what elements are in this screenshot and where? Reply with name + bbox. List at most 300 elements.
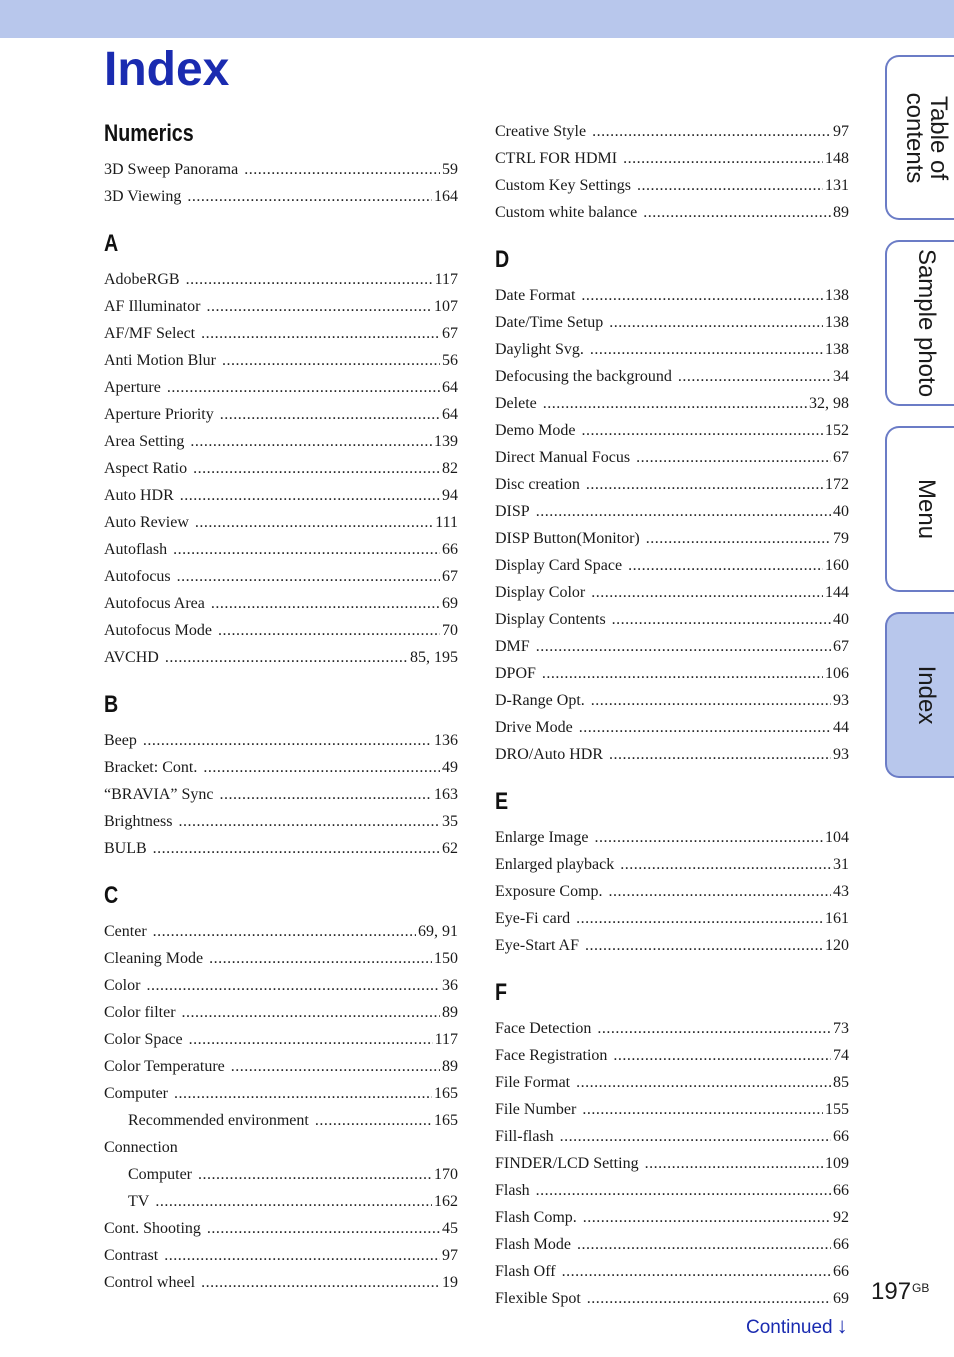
index-entry[interactable] <box>104 918 458 945</box>
dot-leader <box>177 563 440 590</box>
entry-label: D-Range Opt. <box>495 692 585 709</box>
dot-leader <box>591 687 831 714</box>
section-heading: C <box>104 882 119 909</box>
entry-page-ref[interactable]: 92 <box>833 1209 849 1226</box>
entry-label: DISP Button(Monitor) <box>495 530 640 547</box>
entry-page-ref[interactable]: 106 <box>825 665 849 682</box>
index-section <box>104 689 458 862</box>
index-entry[interactable] <box>495 199 849 226</box>
entry-page-ref[interactable]: 69, 91 <box>418 923 458 940</box>
index-entry[interactable] <box>104 509 458 536</box>
dot-leader <box>146 972 440 999</box>
entry-page-ref[interactable]: 66 <box>833 1263 849 1280</box>
dot-leader <box>542 660 823 687</box>
entry-label: CTRL FOR HDMI <box>495 150 618 167</box>
dot-leader <box>220 401 440 428</box>
entry-label: Cleaning Mode <box>104 950 204 967</box>
index-entry[interactable] <box>104 1161 458 1188</box>
entry-page-ref[interactable]: 40 <box>833 611 849 628</box>
index-entry[interactable] <box>104 1134 458 1161</box>
index-entry[interactable] <box>495 471 849 498</box>
index-entry[interactable] <box>104 590 458 617</box>
entry-page-ref[interactable]: 34 <box>833 368 849 385</box>
entry-page-ref[interactable]: 32, 98 <box>809 395 849 412</box>
tab-label: Menu <box>913 478 940 540</box>
entry-label: Face Registration <box>495 1047 608 1064</box>
index-entry[interactable] <box>495 390 849 417</box>
index-entry[interactable] <box>104 347 458 374</box>
entry-page-ref[interactable]: 74 <box>833 1047 849 1064</box>
dot-leader <box>586 471 823 498</box>
index-entry[interactable] <box>104 482 458 509</box>
dot-leader <box>543 390 807 417</box>
entry-label: 3D Viewing <box>104 188 182 205</box>
index-entry[interactable] <box>104 183 458 210</box>
tab-sample-photo[interactable] <box>885 240 954 406</box>
dot-leader <box>201 1269 440 1296</box>
entry-label: Exposure Comp. <box>495 883 603 900</box>
index-section <box>104 118 458 210</box>
entry-page-ref[interactable]: 161 <box>825 910 849 927</box>
index-entry[interactable] <box>104 1188 458 1215</box>
index-entry[interactable] <box>495 417 849 444</box>
tab-table-of-contents[interactable] <box>885 55 954 220</box>
dot-leader <box>636 444 831 471</box>
entry-page-ref[interactable]: 93 <box>833 692 849 709</box>
entry-page-ref[interactable]: 67 <box>442 325 458 342</box>
section-heading: E <box>495 788 509 815</box>
index-entry[interactable] <box>495 1204 849 1231</box>
entry-page-ref[interactable]: 165 <box>434 1085 458 1102</box>
index-entry[interactable] <box>104 1107 458 1134</box>
entry-label: Computer <box>128 1166 192 1183</box>
entry-label: Drive Mode <box>495 719 573 736</box>
dot-leader <box>315 1107 432 1134</box>
index-entry[interactable] <box>104 1215 458 1242</box>
dot-leader <box>581 417 823 444</box>
top-banner <box>0 0 954 38</box>
continued-label: Continued <box>746 1317 833 1338</box>
entry-label: DISP <box>495 503 530 520</box>
dot-leader <box>206 293 432 320</box>
dot-leader <box>613 1042 831 1069</box>
index-entry[interactable] <box>495 363 849 390</box>
entry-page-ref[interactable]: 69 <box>833 1290 849 1307</box>
entry-label: DRO/Auto HDR <box>495 746 604 763</box>
dot-leader <box>203 754 440 781</box>
entry-page-ref[interactable]: 163 <box>434 786 458 803</box>
entry-label: Auto Review <box>104 514 189 531</box>
dot-leader <box>198 1161 432 1188</box>
index-entry[interactable] <box>104 455 458 482</box>
index-entry[interactable] <box>104 999 458 1026</box>
entry-page-ref[interactable]: 89 <box>442 1058 458 1075</box>
entry-page-ref[interactable]: 160 <box>825 557 849 574</box>
dot-leader <box>579 714 831 741</box>
entry-label: Disc creation <box>495 476 580 493</box>
entry-label: Color <box>104 977 141 994</box>
index-entry[interactable] <box>104 563 458 590</box>
dot-leader <box>576 905 823 932</box>
dot-leader <box>209 945 432 972</box>
entry-label: Flexible Spot <box>495 1290 581 1307</box>
dot-leader <box>536 498 831 525</box>
entry-page-ref[interactable]: 40 <box>833 503 849 520</box>
entry-page-ref[interactable]: 85 <box>833 1074 849 1091</box>
dot-leader <box>244 156 440 183</box>
section-heading: B <box>104 691 119 718</box>
dot-leader <box>167 374 440 401</box>
index-entry[interactable] <box>495 660 849 687</box>
dot-leader <box>582 1096 823 1123</box>
entry-label: AF Illuminator <box>104 298 201 315</box>
dot-leader <box>643 199 831 226</box>
entry-page-ref[interactable]: 117 <box>434 1031 458 1048</box>
dot-leader <box>182 999 440 1026</box>
entry-label: Bracket: Cont. <box>104 759 198 776</box>
dot-leader <box>207 1215 440 1242</box>
entry-page-ref[interactable]: 66 <box>442 541 458 558</box>
entry-label: Flash Mode <box>495 1236 571 1253</box>
tab-index[interactable] <box>885 612 954 778</box>
index-entry[interactable] <box>104 754 458 781</box>
entry-page-ref[interactable]: 64 <box>442 406 458 423</box>
entry-label: Creative Style <box>495 123 587 140</box>
entry-label: Defocusing the background <box>495 368 672 385</box>
entry-page-ref[interactable]: 85, 195 <box>410 649 458 666</box>
index-entry[interactable] <box>104 835 458 862</box>
index-section <box>104 228 458 671</box>
dot-leader <box>536 633 831 660</box>
dot-leader <box>612 606 831 633</box>
entry-page-ref[interactable]: 170 <box>434 1166 458 1183</box>
entry-label: TV <box>128 1193 150 1210</box>
index-entry[interactable] <box>495 1285 849 1312</box>
index-entry[interactable] <box>495 118 849 145</box>
index-entry[interactable] <box>495 172 849 199</box>
index-entry[interactable] <box>495 851 849 878</box>
entry-label: Connection <box>104 1139 178 1156</box>
dot-leader <box>620 851 831 878</box>
entry-page-ref[interactable]: 59 <box>442 161 458 178</box>
index-entry[interactable] <box>104 536 458 563</box>
index-entry[interactable] <box>495 1042 849 1069</box>
index-entry[interactable] <box>495 498 849 525</box>
entry-page-ref[interactable]: 67 <box>833 449 849 466</box>
tab-label: Index <box>913 665 940 725</box>
entry-page-ref[interactable]: 172 <box>825 476 849 493</box>
entry-label: Display Color <box>495 584 586 601</box>
entry-page-ref[interactable]: 148 <box>825 150 849 167</box>
index-entry[interactable] <box>495 1015 849 1042</box>
dot-leader <box>187 183 432 210</box>
section-heading: D <box>495 246 510 273</box>
entry-page-ref[interactable]: 64 <box>442 379 458 396</box>
section-heading: Numerics <box>104 120 194 147</box>
dot-leader <box>164 1242 440 1269</box>
entry-label: Aperture <box>104 379 161 396</box>
entry-page-ref[interactable]: 19 <box>442 1274 458 1291</box>
index-entry[interactable] <box>104 1053 458 1080</box>
entry-label: Brightness <box>104 813 173 830</box>
entry-page-ref[interactable]: 97 <box>442 1247 458 1264</box>
entry-label: Eye-Start AF <box>495 937 579 954</box>
page-number-value: 197 <box>871 1278 912 1305</box>
dot-leader <box>174 1080 432 1107</box>
dot-leader <box>628 552 823 579</box>
entry-label: AF/MF Select <box>104 325 196 342</box>
dot-leader <box>143 727 432 754</box>
index-entry[interactable] <box>495 145 849 172</box>
index-entry[interactable] <box>495 1096 849 1123</box>
entry-page-ref[interactable]: 56 <box>442 352 458 369</box>
entry-label: Area Setting <box>104 433 185 450</box>
dot-leader <box>623 145 823 172</box>
entry-page-ref[interactable]: 111 <box>435 514 458 531</box>
index-entry[interactable] <box>495 444 849 471</box>
index-column-left <box>104 118 458 1314</box>
index-section <box>495 786 849 959</box>
entry-label: Flash Off <box>495 1263 556 1280</box>
index-entry[interactable] <box>495 714 849 741</box>
entry-label: Aspect Ratio <box>104 460 188 477</box>
entry-label: DMF <box>495 638 530 655</box>
index-entry[interactable] <box>104 320 458 347</box>
index-entry[interactable] <box>495 579 849 606</box>
entry-label: 3D Sweep Panorama <box>104 161 239 178</box>
index-section <box>495 118 849 226</box>
index-entry[interactable] <box>104 972 458 999</box>
entry-page-ref[interactable]: 82 <box>442 460 458 477</box>
entry-label: Custom Key Settings <box>495 177 632 194</box>
dot-leader <box>186 266 433 293</box>
index-entry[interactable] <box>495 824 849 851</box>
entry-page-ref[interactable]: 89 <box>442 1004 458 1021</box>
dot-leader <box>609 878 831 905</box>
entry-page-ref[interactable]: 97 <box>833 123 849 140</box>
entry-label: Date Format <box>495 287 576 304</box>
entry-label: AdobeRGB <box>104 271 180 288</box>
dot-leader <box>581 282 823 309</box>
tab-menu[interactable] <box>885 426 954 592</box>
entry-page-ref[interactable]: 165 <box>434 1112 458 1129</box>
dot-leader <box>587 1285 831 1312</box>
index-entry[interactable] <box>104 1269 458 1296</box>
index-entry[interactable] <box>104 945 458 972</box>
entry-page-ref[interactable]: 94 <box>442 487 458 504</box>
dot-leader <box>218 617 440 644</box>
index-entry[interactable] <box>495 1123 849 1150</box>
entry-label: FINDER/LCD Setting <box>495 1155 639 1172</box>
index-entry[interactable] <box>104 266 458 293</box>
entry-page-ref[interactable]: 73 <box>833 1020 849 1037</box>
entry-label: Autofocus Mode <box>104 622 212 639</box>
dot-leader <box>195 509 433 536</box>
dot-leader <box>585 932 823 959</box>
entry-label: Recommended environment <box>128 1112 309 1129</box>
dot-leader <box>153 835 440 862</box>
index-entry[interactable] <box>495 905 849 932</box>
dot-leader <box>678 363 831 390</box>
index-entry[interactable] <box>104 1026 458 1053</box>
entry-page-ref[interactable]: 66 <box>833 1236 849 1253</box>
index-entry[interactable] <box>104 293 458 320</box>
dot-leader <box>190 428 432 455</box>
entry-label: Face Detection <box>495 1020 592 1037</box>
entry-label: Fill-flash <box>495 1128 554 1145</box>
dot-leader <box>592 118 831 145</box>
index-entry[interactable] <box>104 1080 458 1107</box>
dot-leader <box>576 1069 831 1096</box>
index-section <box>495 244 849 768</box>
entry-label: Enlarged playback <box>495 856 615 873</box>
entry-label: Color filter <box>104 1004 176 1021</box>
entry-page-ref[interactable]: 66 <box>833 1182 849 1199</box>
index-section <box>104 880 458 1296</box>
entry-page-ref[interactable]: 152 <box>825 422 849 439</box>
index-entry[interactable] <box>104 374 458 401</box>
dot-leader <box>583 1204 831 1231</box>
entry-page-ref[interactable]: 62 <box>442 840 458 857</box>
entry-page-ref[interactable]: 162 <box>434 1193 458 1210</box>
entry-page-ref[interactable]: 136 <box>434 732 458 749</box>
entry-page-ref[interactable]: 44 <box>833 719 849 736</box>
entry-page-ref[interactable]: 93 <box>833 746 849 763</box>
index-entry[interactable] <box>495 687 849 714</box>
entry-page-ref[interactable]: 139 <box>434 433 458 450</box>
arrow-down-icon: ↓ <box>836 1313 848 1338</box>
dot-leader <box>219 781 432 808</box>
entry-page-ref[interactable]: 31 <box>833 856 849 873</box>
page-number-suffix: GB <box>912 1281 930 1295</box>
dot-leader <box>231 1053 440 1080</box>
dot-leader <box>597 1015 831 1042</box>
index-entry[interactable] <box>104 1242 458 1269</box>
dot-leader <box>609 309 823 336</box>
index-entry[interactable] <box>495 282 849 309</box>
dot-leader <box>180 482 440 509</box>
entry-page-ref[interactable]: 117 <box>434 271 458 288</box>
entry-page-ref[interactable]: 49 <box>442 759 458 776</box>
index-entry[interactable] <box>495 336 849 363</box>
index-entry[interactable] <box>495 878 849 905</box>
index-entry[interactable] <box>104 781 458 808</box>
entry-page-ref[interactable]: 70 <box>442 622 458 639</box>
dot-leader <box>645 1150 823 1177</box>
entry-page-ref[interactable]: 104 <box>825 829 849 846</box>
index-entry[interactable] <box>495 525 849 552</box>
entry-label: Control wheel <box>104 1274 196 1291</box>
dot-leader <box>201 320 440 347</box>
entry-page-ref[interactable]: 164 <box>434 188 458 205</box>
entry-label: Autofocus Area <box>104 595 205 612</box>
entry-page-ref[interactable]: 69 <box>442 595 458 612</box>
entry-page-ref[interactable]: 131 <box>825 177 849 194</box>
entry-page-ref[interactable]: 120 <box>825 937 849 954</box>
entry-page-ref[interactable]: 67 <box>442 568 458 585</box>
dot-leader <box>153 918 416 945</box>
index-entry[interactable] <box>495 1177 849 1204</box>
index-entry[interactable] <box>495 1150 849 1177</box>
section-heading: F <box>495 979 508 1006</box>
index-entry[interactable] <box>495 552 849 579</box>
entry-label: Custom white balance <box>495 204 638 221</box>
index-entry[interactable] <box>104 401 458 428</box>
dot-leader <box>560 1123 831 1150</box>
entry-page-ref[interactable]: 144 <box>825 584 849 601</box>
index-entry[interactable] <box>495 932 849 959</box>
entry-label: Autofocus <box>104 568 171 585</box>
entry-page-ref[interactable]: 107 <box>434 298 458 315</box>
dot-leader <box>211 590 440 617</box>
entry-page-ref[interactable]: 43 <box>833 883 849 900</box>
entry-page-ref[interactable]: 79 <box>833 530 849 547</box>
entry-page-ref[interactable]: 66 <box>833 1128 849 1145</box>
dot-leader <box>637 172 823 199</box>
entry-page-ref[interactable]: 45 <box>442 1220 458 1237</box>
index-entry[interactable] <box>104 428 458 455</box>
index-entry[interactable] <box>104 808 458 835</box>
entry-label: DPOF <box>495 665 536 682</box>
index-entry[interactable] <box>495 1069 849 1096</box>
index-entry[interactable] <box>104 617 458 644</box>
entry-page-ref[interactable]: 138 <box>825 341 849 358</box>
entry-page-ref[interactable]: 150 <box>434 950 458 967</box>
continued-link[interactable] <box>746 1313 848 1339</box>
index-entry[interactable] <box>495 309 849 336</box>
entry-page-ref[interactable]: 155 <box>825 1101 849 1118</box>
dot-leader <box>590 336 823 363</box>
dot-leader <box>594 824 823 851</box>
entry-label: Color Temperature <box>104 1058 225 1075</box>
entry-label: Flash Comp. <box>495 1209 577 1226</box>
page-number <box>871 1278 929 1306</box>
entry-label: Delete <box>495 395 537 412</box>
entry-label: Eye-Fi card <box>495 910 571 927</box>
dot-leader <box>178 808 440 835</box>
section-heading: A <box>104 230 119 257</box>
entry-label: BULB <box>104 840 147 857</box>
dot-leader <box>591 579 823 606</box>
index-entry[interactable] <box>495 1231 849 1258</box>
index-entry[interactable] <box>495 741 849 768</box>
index-entry[interactable] <box>495 606 849 633</box>
index-entry[interactable] <box>104 727 458 754</box>
index-entry[interactable] <box>104 644 458 671</box>
entry-page-ref[interactable]: 138 <box>825 287 849 304</box>
entry-label: Aperture Priority <box>104 406 214 423</box>
entry-label: Demo Mode <box>495 422 576 439</box>
entry-label: File Number <box>495 1101 577 1118</box>
entry-page-ref[interactable]: 67 <box>833 638 849 655</box>
entry-label: Auto HDR <box>104 487 174 504</box>
tab-label: Table of contents <box>901 92 952 183</box>
index-entry[interactable] <box>495 633 849 660</box>
index-entry[interactable] <box>495 1258 849 1285</box>
entry-page-ref[interactable]: 109 <box>825 1155 849 1172</box>
entry-page-ref[interactable]: 35 <box>442 813 458 830</box>
entry-label: Autoflash <box>104 541 168 558</box>
index-entry[interactable] <box>104 156 458 183</box>
entry-label: Cont. Shooting <box>104 1220 201 1237</box>
dot-leader <box>536 1177 831 1204</box>
entry-page-ref[interactable]: 36 <box>442 977 458 994</box>
dot-leader <box>646 525 831 552</box>
entry-page-ref[interactable]: 138 <box>825 314 849 331</box>
entry-page-ref[interactable]: 89 <box>833 204 849 221</box>
entry-label: Center <box>104 923 147 940</box>
entry-label: Color Space <box>104 1031 183 1048</box>
